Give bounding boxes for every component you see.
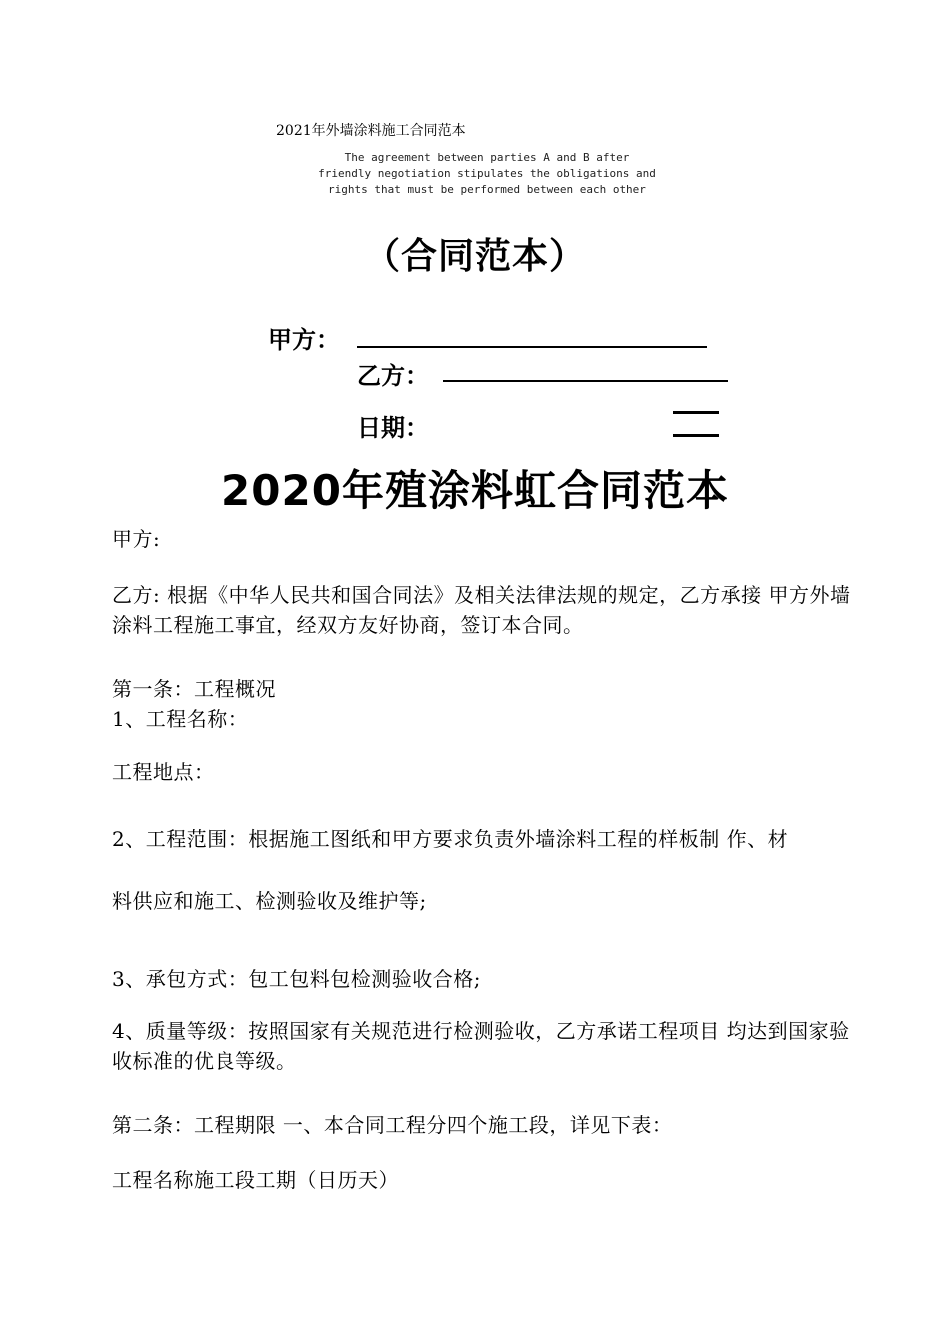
paragraph-scope-cont: 料供应和施工、检测验收及维护等;	[112, 889, 427, 913]
date-label: 日期：	[357, 414, 429, 442]
paragraph-party-a: 甲方:	[112, 527, 161, 551]
cover-title: （合同范本）	[363, 236, 586, 277]
table-heading: 工程名称施工段工期（日历天）	[112, 1168, 399, 1192]
paragraph-project-name: 1、工程名称：	[112, 707, 249, 731]
party-a-label: 甲方：	[268, 326, 340, 354]
party-a-line	[357, 346, 707, 348]
header-title: 2021年外墙涂料施工合同范本	[276, 123, 466, 139]
date-mark-bottom	[673, 434, 719, 437]
paragraph-party-b: 乙方: 根据《中华人民共和国合同法》及相关法律法规的规定，乙方承接 甲方外墙涂料工程施工事宜，经双方友好协商，签订本合同。	[112, 583, 851, 637]
header-subtitle: The agreement between parties A and B after friendly negotiation stipulates the obligations and rights that must be performed between each other	[318, 151, 656, 196]
paragraph-quality: 4、质量等级：按照国家有关规范进行检测验收，乙方承诺工程项目 均达到国家验收标准的优良等级。	[112, 1019, 850, 1073]
document-title: 2020年殖涂料虹合同范本	[221, 466, 729, 515]
paragraph-project-location: 工程地点：	[112, 760, 215, 784]
section-heading-1: 第一条：工程概况	[112, 677, 276, 701]
party-b-line	[443, 380, 728, 382]
date-mark-top	[673, 411, 719, 414]
paragraph-contract-mode: 3、承包方式：包工包料包检测验收合格;	[112, 967, 481, 991]
party-b-label: 乙方：	[357, 362, 429, 390]
paragraph-scope: 2、工程范围：根据施工图纸和甲方要求负责外墙涂料工程的样板制 作、材	[112, 827, 789, 851]
section-heading-2: 第二条：工程期限 一、本合同工程分四个施工段，详见下表：	[112, 1113, 673, 1137]
